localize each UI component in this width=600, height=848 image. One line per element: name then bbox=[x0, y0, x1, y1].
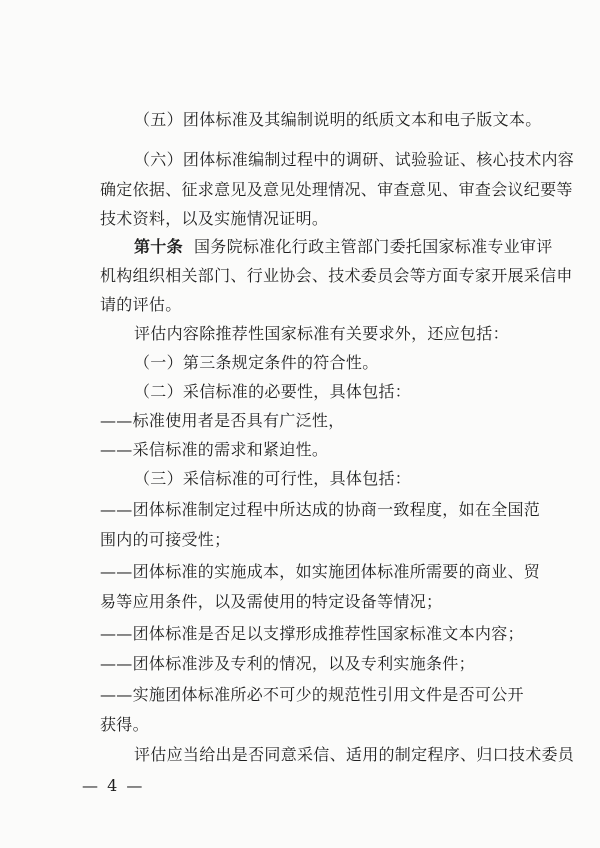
paragraph-line-11: ——标准使用者是否具有广泛性， bbox=[100, 411, 345, 430]
paragraph-line-17: 易等应用条件，以及需使用的特定设备等情况； bbox=[100, 592, 443, 611]
paragraph-line-5: 国务院标准化行政主管部门委托国家标准专业审评 bbox=[194, 237, 553, 256]
paragraph-line-18: ——团体标准是否足以支撑形成推荐性国家标准文本内容； bbox=[100, 624, 524, 643]
paragraph-line-13: （三）采信标准的可行性，具体包括： bbox=[134, 469, 412, 488]
paragraph-line-12: ——采信标准的需求和紧迫性。 bbox=[100, 440, 329, 459]
paragraph-line-20: ——实施团体标准所必不可少的规范性引用文件是否可公开 bbox=[100, 685, 524, 704]
paragraph-line-22: 评估应当给出是否同意采信、适用的制定程序、归口技术委员 bbox=[134, 745, 575, 764]
paragraph-line-15: 围内的可接受性； bbox=[100, 530, 231, 549]
paragraph-line-14: ——团体标准制定过程中所达成的协商一致程度，如在全国范 bbox=[100, 500, 541, 519]
paragraph-line-10: （二）采信标准的必要性，具体包括： bbox=[134, 382, 412, 401]
article-heading: 第十条 bbox=[134, 237, 183, 256]
paragraph-line-6: 机构组织相关部门、行业协会、技术委员会等方面专家开展采信申 bbox=[100, 266, 573, 285]
paragraph-line-4: 技术资料，以及实施情况证明。 bbox=[100, 209, 329, 228]
paragraph-line-19: ——团体标准涉及专利的情况，以及专利实施条件； bbox=[100, 654, 475, 673]
paragraph-line-9: （一）第三条规定条件的符合性。 bbox=[134, 353, 379, 372]
paragraph-line-16: ——团体标准的实施成本，如实施团体标准所需要的商业、贸 bbox=[100, 562, 541, 581]
paragraph-line-21: 获得。 bbox=[100, 715, 149, 734]
paragraph-line-2: （六）团体标准编制过程中的调研、试验验证、核心技术内容 bbox=[134, 150, 575, 169]
paragraph-line-8: 评估内容除推荐性国家标准有关要求外，还应包括： bbox=[134, 324, 509, 343]
paragraph-line-1: （五）团体标准及其编制说明的纸质文本和电子版文本。 bbox=[134, 110, 542, 129]
page-number: — 4 — bbox=[82, 776, 145, 795]
paragraph-line-3: 确定依据、征求意见及意见处理情况、审查意见、审查会议纪要等 bbox=[100, 180, 573, 199]
paragraph-line-7: 请的评估。 bbox=[100, 295, 182, 314]
